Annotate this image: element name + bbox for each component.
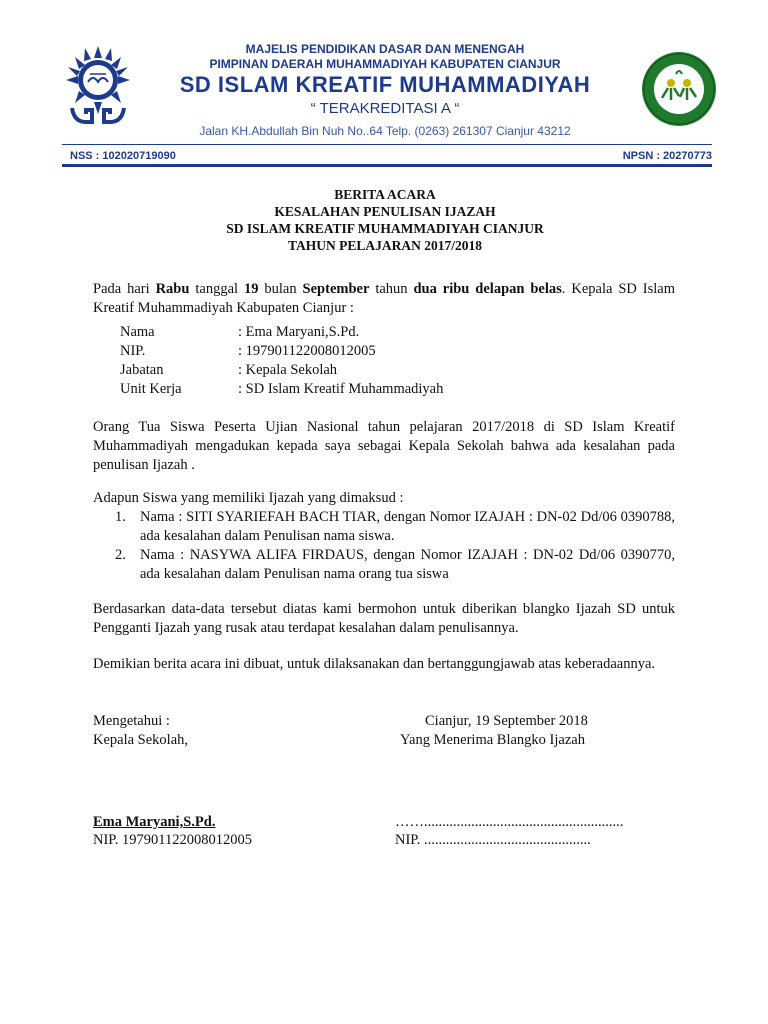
identity-value: : Kepala Sekolah (238, 362, 338, 378)
document-title (90, 186, 680, 254)
identity-label: Jabatan (120, 362, 164, 378)
identity-label: Unit Kerja (120, 381, 182, 397)
closing-paragraph: Demikian berita acara ini dibuat, untuk dilaksanakan dan bertanggungjawab atas keberadaannya. (93, 656, 656, 672)
principal-nip: NIP. 197901122008012005 (93, 832, 252, 848)
complaint-paragraph: Orang Tua Siswa Peserta Ujian Nasional tahun pelajaran 2017/2018 di SD Islam Kreatif Muhammadiyah mengadukan kepada saya sebagai Kepala Sekolah bahwa ada kesalahan pada penulisan Ijazah . (93, 419, 675, 473)
intro-text-3: bulan (258, 281, 303, 297)
intro-month: September (302, 281, 370, 297)
signature-right-header (400, 712, 588, 750)
letterhead-line-1: MAJELIS PENDIDIKAN DASAR DAN MENENGAH (245, 42, 525, 56)
list-text: Nama : SITI SYARIEFAH BACH TIAR, dengan Nomor IZAJAH : DN-02 Dd/06 0390788, ada kesalahan dalam Penulisan nama siswa. (140, 509, 675, 544)
intro-text-5: . Kepala SD Islam Kreatif Muhammadiyah Kabupaten Cianjur : (93, 281, 676, 316)
intro-day: Rabu (155, 281, 190, 297)
intro-year: dua ribu delapan belas (413, 281, 562, 297)
npsn-number: NPSN : 20270773 (622, 150, 712, 162)
accreditation: “ TERAKREDITASI A “ (310, 100, 460, 117)
signature-left-header (93, 712, 188, 750)
students-intro: Adapun Siswa yang memiliki Ijazah yang dimaksud : (93, 490, 404, 506)
request-paragraph: Berdasarkan data-data tersebut diatas kami bermohon untuk diberikan blangko Ijazah SD untuk Pengganti Ijazah yang rusak atau terdapat kesalahan dalam penulisannya. (93, 601, 675, 636)
title-line-2: KESALAHAN PENULISAN IJAZAH (274, 204, 496, 219)
recipient-label: Yang Menerima Blangko Ijazah (400, 732, 585, 748)
title-line-1: BERITA ACARA (334, 187, 436, 202)
list-text: Nama : NASYWA ALIFA FIRDAUS, dengan Nomor IZAJAH : DN-02 Dd/06 0390770, ada kesalahan dalam Penulisan nama orang tua siswa (140, 547, 675, 582)
intro-date: 19 (243, 281, 259, 297)
principal-name: Ema Maryani,S.Pd. (93, 814, 216, 830)
list-item (93, 508, 675, 546)
identity-value: : SD Islam Kreatif Muhammadiyah (238, 381, 444, 397)
intro-paragraph (93, 280, 675, 318)
list-item (93, 546, 675, 584)
recipient-name-blank: ……....................................................... (395, 814, 624, 830)
identity-value: : Ema Maryani,S.Pd. (238, 324, 360, 340)
identity-label: Nama (120, 324, 155, 340)
place-date: Cianjur, 19 September 2018 (425, 713, 588, 729)
principal-label: Kepala Sekolah, (93, 732, 189, 748)
school-seal-logo (640, 50, 718, 128)
identity-value: : 197901122008012005 (238, 343, 376, 359)
letterhead-line-2: PIMPINAN DAERAH MUHAMMADIYAH KABUPATEN CIANJUR (209, 57, 561, 71)
list-number: 2. (115, 547, 126, 563)
school-name: SD ISLAM KREATIF MUHAMMADIYAH (179, 72, 591, 97)
nss-number: NSS : 102020719090 (70, 150, 176, 162)
letterhead-divider-thick (62, 164, 712, 167)
intro-text-2: tanggal (189, 281, 244, 297)
intro-text-4: tahun (369, 281, 414, 297)
title-line-3: SD ISLAM KREATIF MUHAMMADIYAH CIANJUR (226, 221, 544, 236)
title-line-4: TAHUN PELAJARAN 2017/2018 (287, 238, 482, 253)
recipient-nip-blank: NIP. .............................................. (395, 832, 591, 848)
student-list (93, 508, 675, 584)
school-address: Jalan KH.Abdullah Bin Nuh No..64 Telp. (0263) 261307 Cianjur 43212 (199, 124, 571, 138)
acknowledged-label: Mengetahui : (93, 713, 170, 729)
list-number: 1. (115, 509, 126, 525)
muhammadiyah-logo (64, 44, 132, 130)
identity-label: NIP. (120, 343, 146, 359)
letterhead-divider-thin (62, 144, 712, 145)
intro-text-1: Pada hari (93, 281, 156, 297)
